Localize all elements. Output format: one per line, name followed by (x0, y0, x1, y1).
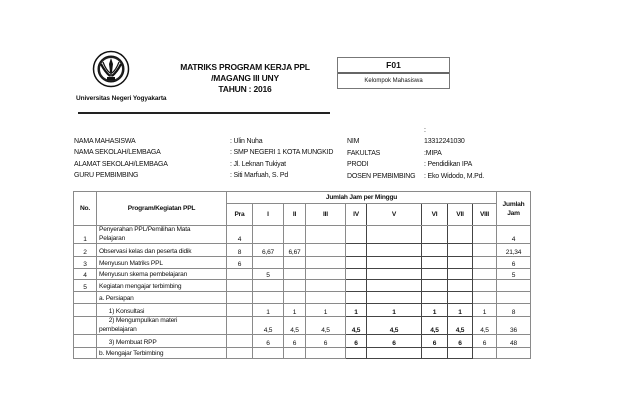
program-line: Observasi kelas dan peserta didik (99, 247, 192, 255)
table-row (74, 335, 531, 348)
total-hours: 4 (497, 226, 531, 244)
hours-cell (473, 348, 497, 359)
hours-cell (227, 348, 253, 359)
hours-cell: 4,5 (306, 317, 346, 335)
row-number: 2 (74, 244, 97, 257)
info-value: : Pendidikan IPA (424, 161, 473, 169)
program-line: Penyerahan PPL/Pemilihan Mata (99, 226, 191, 233)
total-hours (497, 348, 531, 359)
hours-cell: 6 (448, 335, 473, 348)
info-label: ALAMAT SEKOLAH/LEMBAGA (74, 160, 168, 168)
hours-cell (367, 269, 422, 280)
hours-cell (448, 244, 473, 257)
hours-cell (448, 269, 473, 280)
program-name (97, 257, 227, 269)
hours-cell (306, 257, 346, 269)
hours-cell (422, 280, 448, 292)
hours-cell: 8 (227, 244, 253, 257)
row-number (74, 348, 97, 359)
info-left-labels (74, 136, 168, 182)
program-name (97, 269, 227, 280)
info-value: : Siti Marfuah, S. Pd (230, 172, 289, 180)
header-week: IV (346, 204, 367, 226)
info-label: NAMA SEKOLAH/LEMBAGA (74, 149, 161, 157)
hours-cell (346, 244, 367, 257)
total-hours: 5 (497, 269, 531, 280)
table-row (74, 292, 531, 304)
hours-cell (448, 348, 473, 359)
row-number (74, 335, 97, 348)
hours-cell: 4,5 (284, 317, 306, 335)
program-name (97, 280, 227, 292)
hours-cell (346, 292, 367, 304)
hours-cell (253, 280, 284, 292)
hours-cell: 6 (306, 335, 346, 348)
program-name (97, 317, 227, 335)
hours-cell: 5 (253, 269, 284, 280)
hours-cell: 4,5 (422, 317, 448, 335)
hours-cell (448, 257, 473, 269)
program-line: b. Mengajar Terbimbing (99, 349, 164, 357)
info-value: :MIPA (424, 149, 442, 157)
hours-cell (367, 348, 422, 359)
hours-cell (227, 304, 253, 317)
hours-cell: 4,5 (473, 317, 497, 335)
info-label: NAMA MAHASISWA (74, 138, 136, 145)
form-subtitle: Kelompok Mahasiswa (364, 78, 423, 84)
university-seal-icon (92, 50, 130, 88)
hours-cell (306, 280, 346, 292)
row-number (74, 292, 97, 304)
program-line: Pelajaran (99, 234, 126, 242)
info-value: : Jl. Leknan Tukiyat (230, 160, 286, 168)
hours-cell (346, 280, 367, 292)
hours-cell (422, 348, 448, 359)
header-week: Pra (227, 204, 253, 226)
hours-cell (284, 269, 306, 280)
hours-cell (422, 226, 448, 244)
hours-cell: 1 (422, 304, 448, 317)
hours-cell (422, 257, 448, 269)
hours-cell: 4,5 (367, 317, 422, 335)
hours-cell (422, 269, 448, 280)
row-number: 4 (74, 269, 97, 280)
header-hours-per-week: Jumlah Jam per Minggu (227, 192, 497, 204)
program-name (97, 244, 227, 257)
university-name: Universitas Negeri Yogyakarta (76, 95, 167, 102)
hours-cell (284, 226, 306, 244)
hours-cell (473, 280, 497, 292)
hours-cell (367, 257, 422, 269)
hours-cell: 1 (284, 304, 306, 317)
row-number: 5 (74, 280, 97, 292)
hours-cell (473, 244, 497, 257)
row-number (74, 317, 97, 335)
table-row (74, 317, 531, 335)
hours-cell (367, 226, 422, 244)
table-row (74, 280, 531, 292)
title-line: /MAGANG III UNY (211, 73, 279, 83)
hours-cell (473, 226, 497, 244)
program-line: 1) Konsultasi (99, 307, 145, 315)
header-total-line: Jumlah (502, 200, 525, 208)
info-value: : (424, 127, 426, 134)
hours-cell: 6,67 (253, 244, 284, 257)
program-name (97, 292, 227, 304)
header-week: VII (448, 204, 473, 226)
info-left-values (230, 136, 333, 182)
info-value: : SMP NEGERI 1 KOTA MUNGKID (230, 149, 334, 157)
hours-cell (306, 348, 346, 359)
hours-cell (306, 292, 346, 304)
hours-cell (227, 292, 253, 304)
hours-cell: 6 (473, 335, 497, 348)
hours-cell (227, 317, 253, 335)
header-no: No. (74, 192, 97, 226)
program-matrix-table (73, 191, 531, 359)
title-line: TAHUN : 2016 (218, 84, 272, 94)
program-line: 2) Mengumpulkan materi (99, 317, 178, 324)
header-week: I (253, 204, 284, 226)
hours-cell: 1 (306, 304, 346, 317)
hours-cell (448, 226, 473, 244)
info-value: 13312241030 (424, 138, 465, 146)
total-hours (497, 280, 531, 292)
table-row (74, 226, 531, 244)
hours-cell (448, 292, 473, 304)
hours-cell: 6 (253, 335, 284, 348)
row-number: 1 (74, 226, 97, 244)
hours-cell (346, 257, 367, 269)
program-name (97, 304, 227, 317)
header-week: II (284, 204, 306, 226)
hours-cell (284, 348, 306, 359)
hours-cell: 1 (346, 304, 367, 317)
table-row (74, 257, 531, 269)
info-right-values (424, 125, 484, 182)
program-line: Menyusun skema pembelajaran (99, 270, 188, 278)
info-value: : Eko Widodo, M.Pd. (424, 172, 485, 180)
total-hours: 21,34 (497, 244, 531, 257)
info-label (347, 125, 415, 136)
hours-cell: 4,5 (253, 317, 284, 335)
header-week: VIII (473, 204, 497, 226)
document-title (180, 62, 310, 95)
hours-cell: 4,5 (448, 317, 473, 335)
header-week: VI (422, 204, 448, 226)
hours-cell (473, 257, 497, 269)
info-label: PRODI (347, 161, 369, 169)
hours-cell: 6 (346, 335, 367, 348)
hours-cell (473, 292, 497, 304)
total-hours: 6 (497, 257, 531, 269)
table-row (74, 348, 531, 359)
hours-cell (422, 292, 448, 304)
form-code: F01 (338, 58, 449, 74)
title-line: MATRIKS PROGRAM KERJA PPL (180, 62, 310, 72)
form-code-box (337, 57, 450, 89)
hours-cell: 6 (227, 257, 253, 269)
hours-cell (253, 348, 284, 359)
header-week: III (306, 204, 346, 226)
program-line: Kegiatan mengajar terbimbing (99, 282, 182, 290)
program-name (97, 348, 227, 359)
hours-cell: 6 (284, 335, 306, 348)
total-hours: 36 (497, 317, 531, 335)
table-row (74, 269, 531, 280)
header-week: V (367, 204, 422, 226)
info-right-labels (347, 125, 415, 182)
hours-cell: 1 (253, 304, 284, 317)
program-line: a. Persiapan (99, 294, 134, 302)
hours-cell (367, 244, 422, 257)
table-row (74, 304, 531, 317)
hours-cell (253, 257, 284, 269)
program-line: pembelajaran (99, 325, 137, 333)
hours-cell (346, 348, 367, 359)
row-number: 3 (74, 257, 97, 269)
table-row (74, 244, 531, 257)
hours-cell (367, 280, 422, 292)
hours-cell: 4 (227, 226, 253, 244)
program-name (97, 226, 227, 244)
hours-cell: 4,5 (346, 317, 367, 335)
program-line: Menyusun Matriks PPL (99, 259, 163, 267)
header-divider (78, 112, 330, 114)
hours-cell (253, 226, 284, 244)
hours-cell: 1 (367, 304, 422, 317)
header-program: Program/Kegiatan PPL (97, 192, 227, 226)
hours-cell (284, 280, 306, 292)
hours-cell (253, 292, 284, 304)
total-hours: 48 (497, 335, 531, 348)
hours-cell (306, 226, 346, 244)
info-label: FAKULTAS (347, 149, 381, 157)
hours-cell (284, 257, 306, 269)
info-value: : Ulin Nuha (230, 138, 263, 145)
hours-cell: 6 (422, 335, 448, 348)
hours-cell (346, 269, 367, 280)
hours-cell (227, 269, 253, 280)
hours-cell (227, 335, 253, 348)
hours-cell: 6,67 (284, 244, 306, 257)
info-label: NIM (347, 138, 360, 146)
hours-cell: 1 (448, 304, 473, 317)
hours-cell (306, 244, 346, 257)
total-hours: 8 (497, 304, 531, 317)
info-label: GURU PEMBIMBING (74, 172, 139, 180)
hours-cell (422, 244, 448, 257)
info-label: DOSEN PEMBIMBING (347, 172, 416, 180)
hours-cell (284, 292, 306, 304)
hours-cell: 1 (473, 304, 497, 317)
hours-cell (473, 269, 497, 280)
total-hours (497, 292, 531, 304)
hours-cell (448, 280, 473, 292)
hours-cell (306, 269, 346, 280)
hours-cell (227, 280, 253, 292)
program-name (97, 335, 227, 348)
program-line: 3) Membuat RPP (99, 338, 157, 346)
row-number (74, 304, 97, 317)
hours-cell: 6 (367, 335, 422, 348)
header-total (497, 192, 531, 226)
hours-cell (367, 292, 422, 304)
header-total-line: Jam (507, 209, 520, 217)
hours-cell (346, 226, 367, 244)
